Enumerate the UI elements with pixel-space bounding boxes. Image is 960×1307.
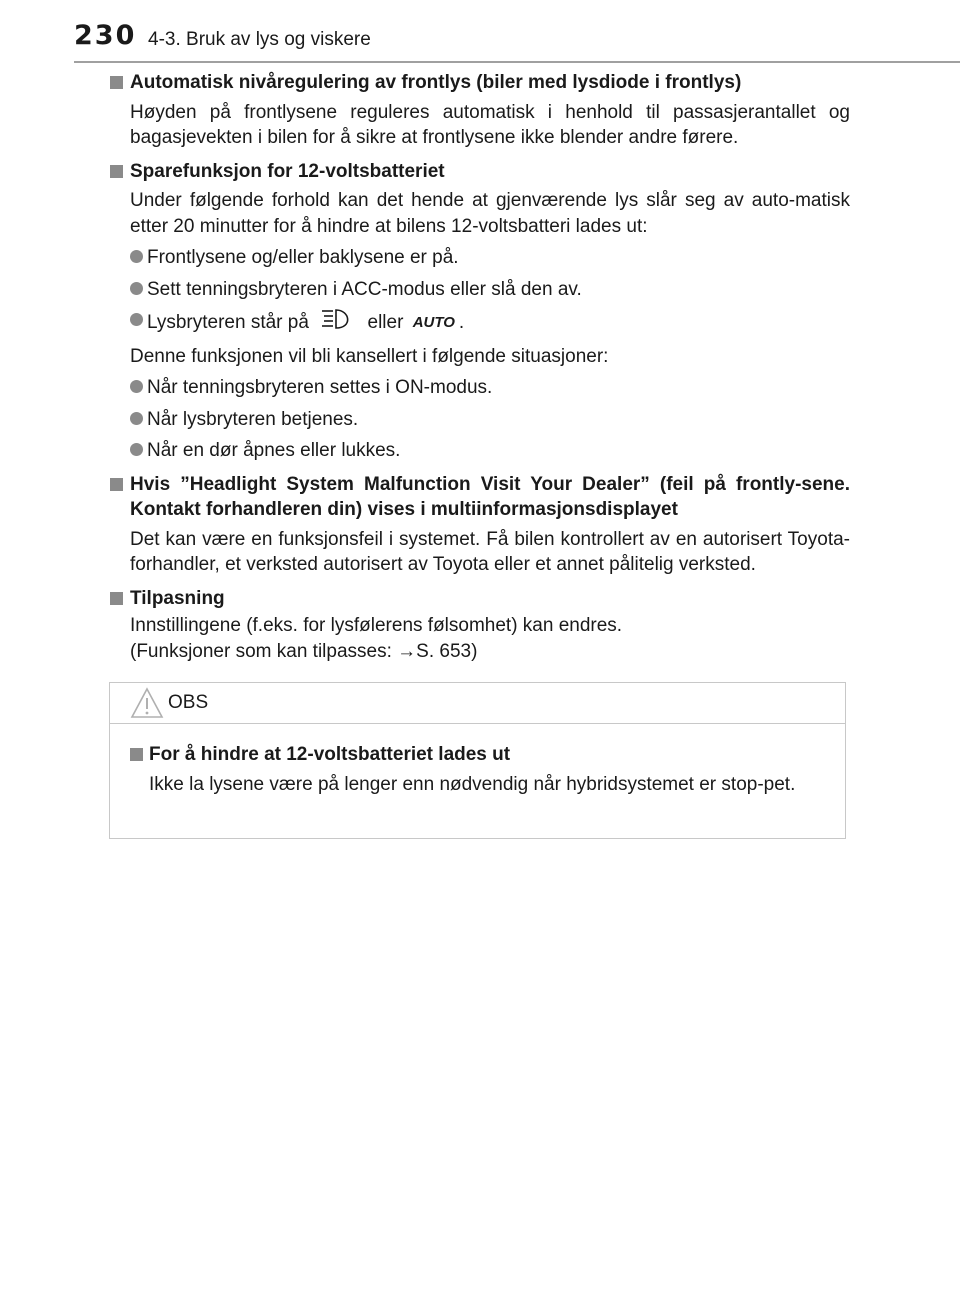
page-number: 230 xyxy=(74,20,137,51)
dot-bullet-icon xyxy=(130,313,143,326)
headlight-icon xyxy=(320,308,356,338)
notice-box xyxy=(109,682,846,839)
dot-bullet-icon xyxy=(130,250,143,263)
section-heading: Automatisk nivåregulering av frontlys (biler med lysdiode i frontlys) xyxy=(110,70,850,96)
header-rule xyxy=(74,61,960,63)
notice-heading: For å hindre at 12-voltsbatteriet lades ut xyxy=(110,742,825,768)
main-content xyxy=(110,70,850,672)
section-heading: Hvis ”Headlight System Malfunction Visit Your Dealer” (feil på frontly-sene. Kontakt forhandleren din) vises i multiinformasjonsdisplayet xyxy=(110,472,850,523)
warning-triangle-icon xyxy=(130,686,164,725)
section-text: Denne funksjonen vil bli kansellert i følgende situasjoner: xyxy=(130,345,609,367)
auto-icon: AUTO xyxy=(412,314,455,331)
section-battery-saver xyxy=(110,159,850,464)
square-bullet-icon xyxy=(130,748,143,761)
cross-reference-link[interactable]: (Funksjoner som kan tilpasses: →S. 653) xyxy=(130,640,478,662)
square-bullet-icon xyxy=(110,478,123,491)
section-heading: Tilpasning xyxy=(110,586,850,612)
section-text: Høyden på frontlysene reguleres automatisk i henhold til passasjerantallet og bagasjevekten i bilen for å sikre at frontlysene ikke blender andre førere. xyxy=(130,101,850,148)
square-bullet-icon xyxy=(110,592,123,605)
section-malfunction xyxy=(110,472,850,578)
list-item: Frontlysene og/eller baklysene er på. xyxy=(110,245,850,271)
section-text: Innstillingene (f.eks. for lysfølerens følsomhet) kan endres. xyxy=(130,615,623,636)
notice-text: Ikke la lysene være på lenger enn nødvendig når hybridsystemet er stop-pet. xyxy=(149,773,796,795)
list-item: Når en dør åpnes eller lukkes. xyxy=(110,438,850,464)
dot-bullet-icon xyxy=(130,412,143,425)
list-item: Når lysbryteren betjenes. xyxy=(110,407,850,433)
notice-header xyxy=(110,683,845,724)
section-text: Det kan være en funksjonsfeil i systemet. Få bilen kontrollert av en autorisert Toyota-forhandler, et verksted autorisert av Toyota eller et annet pålitelig verksted. xyxy=(130,528,850,575)
page-header xyxy=(0,0,960,64)
list-item: Sett tenningsbryteren i ACC-modus eller slå den av. xyxy=(110,277,850,303)
dot-bullet-icon xyxy=(130,380,143,393)
list-item: Når tenningsbryteren settes i ON-modus. xyxy=(110,375,850,401)
section-heading: Sparefunksjon for 12-voltsbatteriet xyxy=(110,159,850,185)
chapter-title: 4-3. Bruk av lys og viskere xyxy=(148,29,371,50)
notice-body xyxy=(110,724,845,797)
list-item: Lysbryteren står på eller AUTO . xyxy=(110,308,850,338)
dot-bullet-icon xyxy=(130,443,143,456)
square-bullet-icon xyxy=(110,165,123,178)
section-text: Under følgende forhold kan det hende at gjenværende lys slår seg av auto-matisk etter 20 minutter for å hindre at bilens 12-voltsbatteri lades ut: xyxy=(130,190,850,237)
section-leveling xyxy=(110,70,850,151)
section-customization xyxy=(110,586,850,665)
dot-bullet-icon xyxy=(130,282,143,295)
notice-title: OBS xyxy=(168,692,209,713)
square-bullet-icon xyxy=(110,76,123,89)
